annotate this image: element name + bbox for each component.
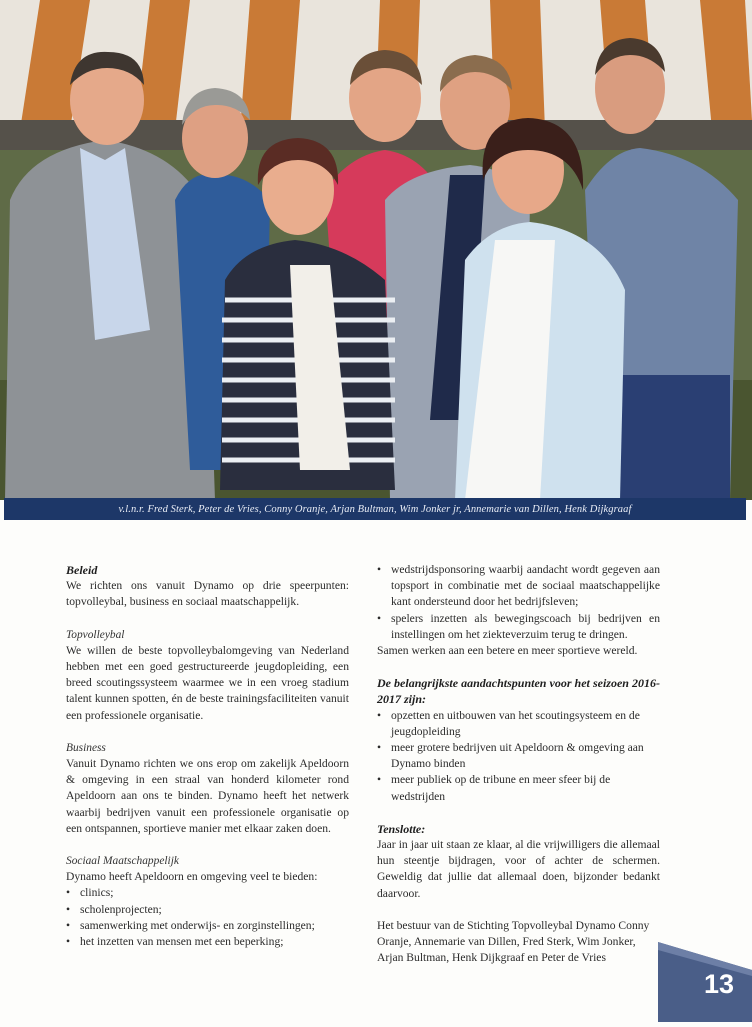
list-item: • spelers inzetten als bewegingscoach bij bedrijven en instellingen om het ziekteverzuim terug te dringen. [377,611,660,643]
list-item: • wedstrijdsponsoring waarbij aandacht wordt gegeven aan topsport in combinatie met de sociaal maatschappelijke kant ondersteund door het bedrijfsleven; [377,562,660,611]
paragraph-beleid: We richten ons vanuit Dynamo op drie speerpunten: topvolleybal, business en sociaal maatschappelijk. [66,579,349,609]
photo-caption: v.l.n.r. Fred Sterk, Peter de Vries, Conny Oranje, Arjan Bultman, Wim Jonker jr, Annemarie van Dillen, Henk Dijkgraaf [4,498,746,520]
heading-sociaal: Sociaal Maatschappelijk [66,855,179,868]
paragraph-business: Vanuit Dynamo richten we ons erop om zakelijk Apeldoorn & omgeving in een straal van honderd kilometer rond Apeldoorn aan ons te binden. Dynamo heeft het netwerk waarbij bedrijven vanuit een professionele organisatie op een ontspannen, sportieve manier met elkaar zaken doen. [66,757,349,835]
page-number-tab [658,942,752,1022]
aandacht-list [377,708,660,805]
heading-beleid: Beleid [66,563,98,577]
paragraph-sociaal-intro: Dynamo heeft Apeldoorn en omgeving veel te bieden: [66,870,318,884]
list-item: • samenwerking met onderwijs- en zorginstellingen; [66,918,349,934]
page-number: 13 [703,969,734,999]
list-item: • meer grotere bedrijven uit Apeldoorn & omgeving aan Dynamo binden [377,740,660,772]
paragraph-tenslotte: Jaar in jaar uit staan ze klaar, al die vrijwilligers die allemaal hun steentje bijdragen, voor of achter de schermen. Geweldig dat jullie dat allemaal doen, bijzonder bedankt daarvoor. [377,838,660,900]
list-item: • het inzetten van mensen met een beperking; [66,934,349,950]
right-column [377,562,660,966]
group-photo-illustration [0,0,752,500]
sociaal-list [66,885,349,950]
paragraph-samen: Samen werken aan een betere en meer sportieve wereld. [377,644,638,658]
heading-aandachtspunten: De belangrijkste aandachtspunten voor het seizoen 2016-2017 zijn: [377,676,660,707]
list-item: • clinics; [66,885,349,901]
group-photo [0,0,752,500]
heading-business: Business [66,741,106,754]
heading-topvolleybal: Topvolleybal [66,628,125,641]
heading-tenslotte: Tenslotte: [377,821,426,836]
list-item: • meer publiek op de tribune en meer sfeer bij de wedstrijden [377,772,660,804]
paragraph-topvolleybal: We willen de beste topvolleybalomgeving van Nederland hebben met een goed gestructureerde jeugdopleiding, een breed scoutingssysteem waarmee we in een vroeg stadium talent kunnen spotten, én de beste trainingsfaciliteiten vanuit een professionele organisatie. [66,643,349,722]
sociaal-list-continued [377,562,660,643]
left-column [66,562,349,950]
list-item: • scholenprojecten; [66,902,349,918]
list-item: • opzetten en uitbouwen van het scoutingsysteem en de jeugdopleiding [377,708,660,740]
paragraph-signature: Het bestuur van de Stichting Topvolleybal Dynamo Conny Oranje, Annemarie van Dillen, Fred Sterk, Wim Jonker, Arjan Bultman, Henk Dijkgraaf en Peter de Vries [377,918,650,965]
